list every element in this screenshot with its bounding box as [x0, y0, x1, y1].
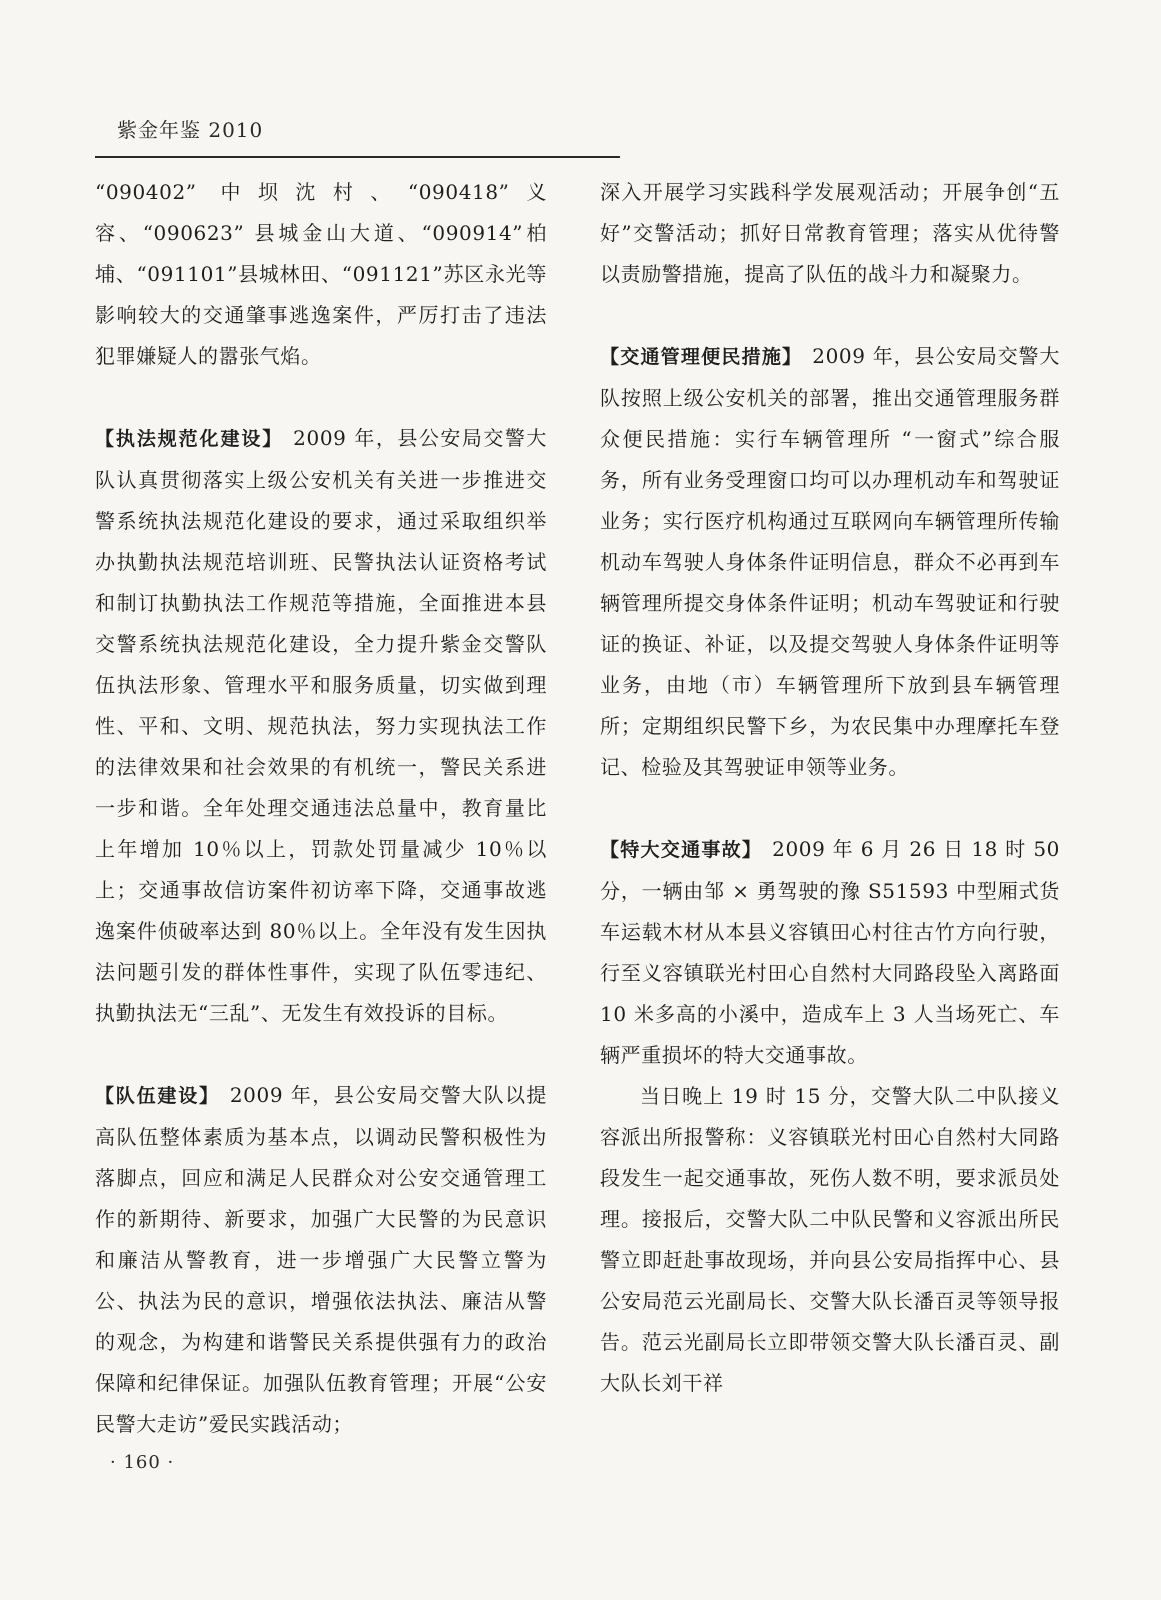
section-convenience-measures — [600, 336, 1060, 788]
page-number: · 160 · — [110, 1452, 175, 1473]
running-header — [95, 112, 620, 158]
paragraph: 当日晚上 19 时 15 分，交警大队二中队接义容派出所报警称：义容镇联光村田心自然村大同路段发生一起交通事故，死伤人数不明，要求派员处理。接报后，交警大队二中队民警和义容派出所民警立即赶赴事故现场，并向县公安局指挥中心、县公安局范云光副局长、交警大队长潘百灵等领导报告。范云光副局长立即带领交警大队长潘百灵、副大队长刘干祥 — [600, 1084, 1060, 1395]
section-body: 2009 年 6 月 26 日 18 时 50 分，一辆由邹 × 勇驾驶的豫 S51593 中型厢式货车运载木材从本县义容镇田心村往古竹方向行驶，行至义容镇联光村田心自然村大同路段坠入离路面 10 米多高的小溪中，造成车上 3 人当场死亡、车辆严重损坏的特大交通事故。 — [600, 837, 1060, 1067]
section-body: 2009 年，县公安局交警大队以提高队伍整体素质为基本点，以调动民警积极性为落脚点，回应和满足人民群众对公安交通管理工作的新期待、新要求，加强广大民警的为民意识和廉洁从警教育，进一步增强广大民警立警为公、执法为民的意识，增强依法执法、廉洁从警的观念，为构建和谐警民关系提供强有力的政治保障和纪律保证。加强队伍教育管理；开展“公安民警大走访”爱民实践活动； — [95, 1083, 547, 1436]
yearbook-title: 紫金年鉴 2010 — [117, 118, 264, 142]
paragraph: 深入开展学习实践科学发展观活动；开展争创“五好”交警活动；抓好日常教育管理；落实从优待警以责励警措施，提高了队伍的战斗力和凝聚力。 — [600, 180, 1060, 286]
section-body: 2009 年，县公安局交警大队认真贯彻落实上级公安机关有关进一步推进交警系统执法规范化建设的要求，通过采取组织举办执勤执法规范培训班、民警执法认证资格考试和制订执勤执法工作规范等措施，全面推进本县交警系统执法规范化建设，全力提升紫金交警队伍执法形象、管理水平和服务质量，切实做到理性、平和、文明、规范执法，努力实现执法工作的法律效果和社会效果的有机统一，警民关系进一步和谐。全年处理交通违法总量中，教育量比上年增加 10％以上，罚款处罚量减少 10％以上；交通事故信访案件初访率下降，交通事故逃逸案件侦破率达到 80％以上。全年没有发生因执法问题引发的群体性事件，实现了队伍零违纪、执勤执法无“三乱”、无发生有效投诉的目标。 — [95, 426, 547, 1025]
section-heading: 【执法规范化建设】 — [95, 428, 284, 450]
section-heading: 【特大交通事故】 — [600, 839, 763, 861]
left-column — [95, 172, 547, 1445]
section-law-enforcement — [95, 418, 547, 1034]
paragraph: “090402” 中坝沈村、“090418”义容、“090623” 县城金山大道、“090914”柏埔、“091101”县城林田、“091121”苏区永光等影响较大的交通肇事逃逸案件，严厉打击了违法犯罪嫌疑人的嚣张气焰。 — [95, 180, 547, 368]
section-heading: 【队伍建设】 — [95, 1085, 220, 1107]
section-body: 2009 年，县公安局交警大队按照上级公安机关的部署，推出交通管理服务群众便民措施：实行车辆管理所 “一窗式”综合服务，所有业务受理窗口均可以办理机动车和驾驶证业务；实行医疗机构通过互联网向车辆管理所传输机动车驾驶人身体条件证明信息，群众不必再到车辆管理所提交身体条件证明；机动车驾驶证和行驶证的换证、补证，以及提交驾驶人身体条件证明等业务，由地（市）车辆管理所下放到县车辆管理所；定期组织民警下乡，为农民集中办理摩托车登记、检验及其驾驶证申领等业务。 — [600, 344, 1060, 779]
section-major-accident — [600, 829, 1060, 1076]
right-column — [600, 172, 1060, 1404]
section-heading: 【交通管理便民措施】 — [600, 346, 803, 368]
section-team-building — [95, 1075, 547, 1445]
